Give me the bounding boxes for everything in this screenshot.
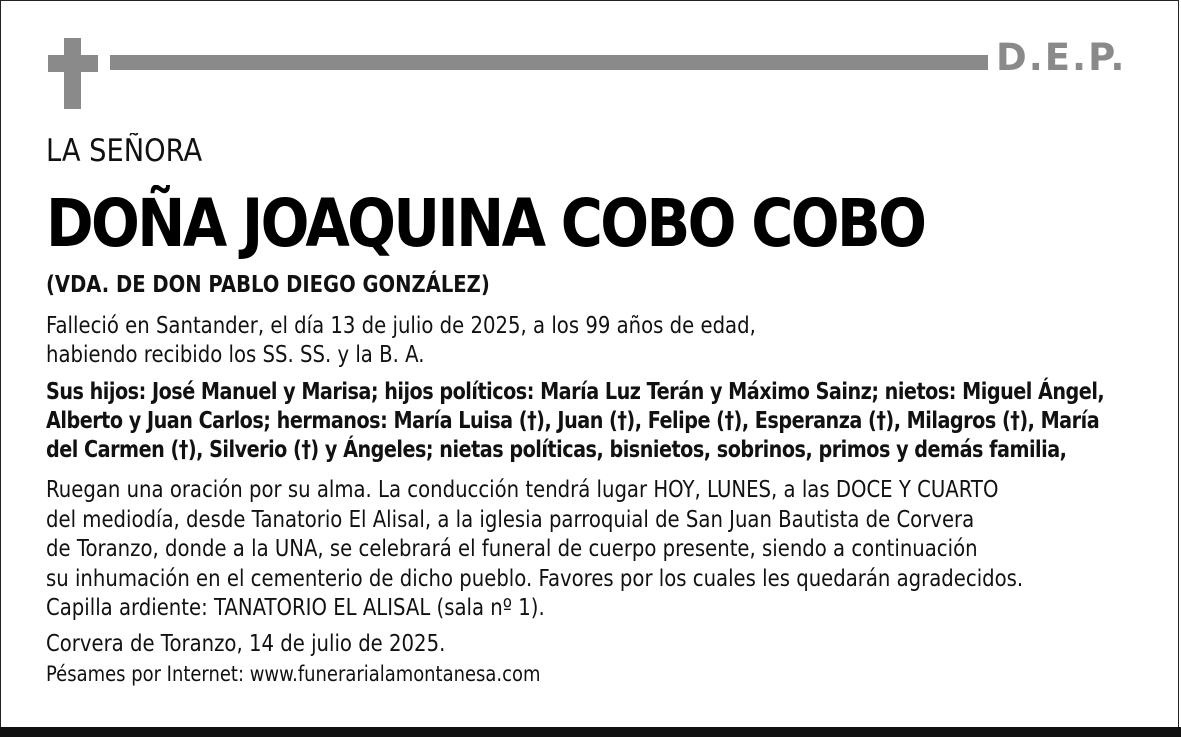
deceased-name: DOÑA JOAQUINA COBO COBO — [46, 185, 925, 262]
family-line: del Carmen (†), Silverio (†) y Ángeles; nietas políticas, bisnietos, sobrinos, primos y demás familia, — [46, 437, 1067, 463]
death-line: habiendo recibido los SS. SS. y la B. A. — [46, 342, 425, 368]
bottom-border — [0, 727, 1181, 737]
header-rule — [110, 55, 988, 70]
family-list — [46, 378, 1106, 465]
condolences-line: Pésames por Internet: www.funerarialamontanesa.com — [46, 662, 541, 686]
condolences — [46, 660, 1106, 688]
cross-icon — [48, 38, 98, 109]
place-date — [46, 630, 1106, 659]
intro-title: LA SEÑORA — [46, 133, 203, 169]
death-line: Falleció en Santander, el día 13 de julio de 2025, a los 99 años de edad, — [46, 313, 756, 339]
ceremony-line: su inhumación en el cementerio de dicho pueblo. Favores por los cuales les quedarán agradecidos. — [46, 565, 1024, 592]
dep-label: D.E.P. — [996, 36, 1127, 79]
family-line: Sus hijos: José Manuel y Marisa; hijos políticos: María Luz Terán y Máximo Sainz; nietos: Miguel Ángel, — [46, 379, 1105, 405]
ceremony-line: Ruegan una oración por su alma. La conducción tendrá lugar HOY, LUNES, a las DOCE Y CUARTO — [46, 477, 999, 503]
death-details — [46, 312, 1106, 370]
ceremony-line: de Toranzo, donde a la UNA, se celebrará el funeral de cuerpo presente, siendo a continuación — [46, 536, 978, 562]
widow-of: (VDA. DE DON PABLO DIEGO GONZÁLEZ) — [46, 272, 490, 298]
ceremony-line: del mediodía, desde Tanatorio El Alisal, a la iglesia parroquial de San Juan Bautista de Corvera — [46, 506, 975, 533]
family-line: Alberto y Juan Carlos; hermanos: María Luisa (†), Juan (†), Felipe (†), Esperanza (†), Milagros (†), María — [46, 408, 1100, 434]
place-date-line: Corvera de Toranzo, 14 de julio de 2025. — [46, 631, 446, 657]
ceremony-details — [46, 476, 1106, 624]
ceremony-line: Capilla ardiente: TANATORIO EL ALISAL (sala nº 1). — [46, 595, 545, 621]
